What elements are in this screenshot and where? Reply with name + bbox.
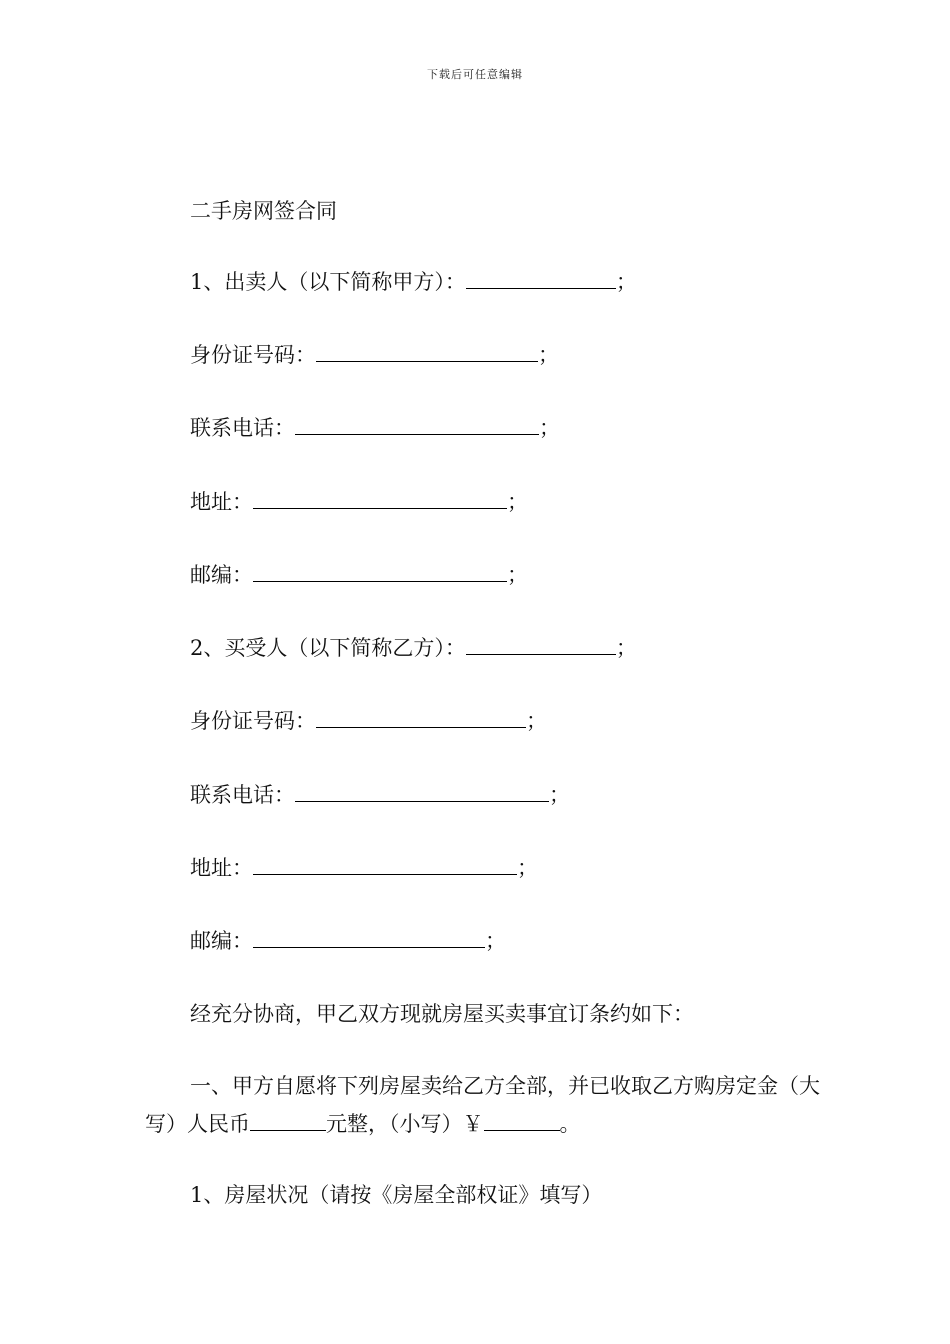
seller-phone-line [190, 414, 560, 442]
document-title: 二手房网签合同 [190, 199, 337, 223]
buyer-id-label: 身份证号码： [190, 709, 316, 733]
seller-id-label: 身份证号码： [190, 343, 316, 367]
seller-address-label: 地址： [190, 490, 253, 514]
buyer-phone-label: 联系电话： [190, 783, 295, 807]
buyer-phone-line [190, 781, 570, 809]
deposit-lowercase-field[interactable] [484, 1110, 560, 1131]
buyer-label: 2、买受人（以下简称乙方）： [190, 636, 466, 660]
seller-postcode-field[interactable] [253, 561, 507, 582]
seller-phone-field[interactable] [295, 414, 539, 435]
seller-line [190, 268, 637, 296]
clause-one-text-b: 元整，（小写）￥ [326, 1112, 484, 1136]
seller-postcode-label: 邮编： [190, 563, 253, 587]
seller-id-field[interactable] [316, 341, 538, 362]
line-end: ； [538, 343, 559, 367]
seller-address-field[interactable] [253, 488, 507, 509]
seller-id-line [190, 341, 559, 369]
deposit-uppercase-field[interactable] [250, 1110, 326, 1131]
clause-one-text-c: 。 [559, 1112, 581, 1136]
buyer-postcode-line [190, 927, 506, 955]
section-one-heading: 1、房屋状况（请按《房屋全部权证》填写） [190, 1183, 603, 1207]
line-end: ； [507, 563, 528, 587]
buyer-id-line [190, 707, 547, 735]
clause-one-text-a: 一、甲方自愿将下列房屋卖给乙方全部，并已收取乙方购房定金（大写）人民币 [145, 1074, 820, 1136]
buyer-address-line [190, 854, 538, 882]
line-end: ； [615, 636, 637, 660]
seller-postcode-line [190, 561, 528, 589]
intro-text: 经充分协商，甲乙双方现就房屋买卖事宜订条约如下： [190, 1002, 694, 1026]
page-header-note: 下载后可任意编辑 [427, 68, 523, 81]
buyer-address-label: 地址： [190, 856, 253, 880]
clause-one-paragraph [145, 1067, 825, 1143]
line-end: ； [549, 783, 570, 807]
line-end: ； [517, 856, 538, 880]
seller-phone-label: 联系电话： [190, 416, 295, 440]
line-end: ； [485, 929, 506, 953]
buyer-postcode-field[interactable] [253, 927, 485, 948]
buyer-line [190, 634, 637, 662]
buyer-id-field[interactable] [316, 707, 526, 728]
buyer-address-field[interactable] [253, 854, 517, 875]
line-end: ； [539, 416, 560, 440]
seller-address-line [190, 488, 528, 516]
line-end: ； [507, 490, 528, 514]
seller-label: 1、出卖人（以下简称甲方）： [190, 270, 466, 294]
line-end: ； [615, 270, 637, 294]
seller-name-field[interactable] [466, 268, 616, 289]
line-end: ； [526, 709, 547, 733]
buyer-phone-field[interactable] [295, 781, 549, 802]
buyer-postcode-label: 邮编： [190, 929, 253, 953]
buyer-name-field[interactable] [466, 634, 616, 655]
